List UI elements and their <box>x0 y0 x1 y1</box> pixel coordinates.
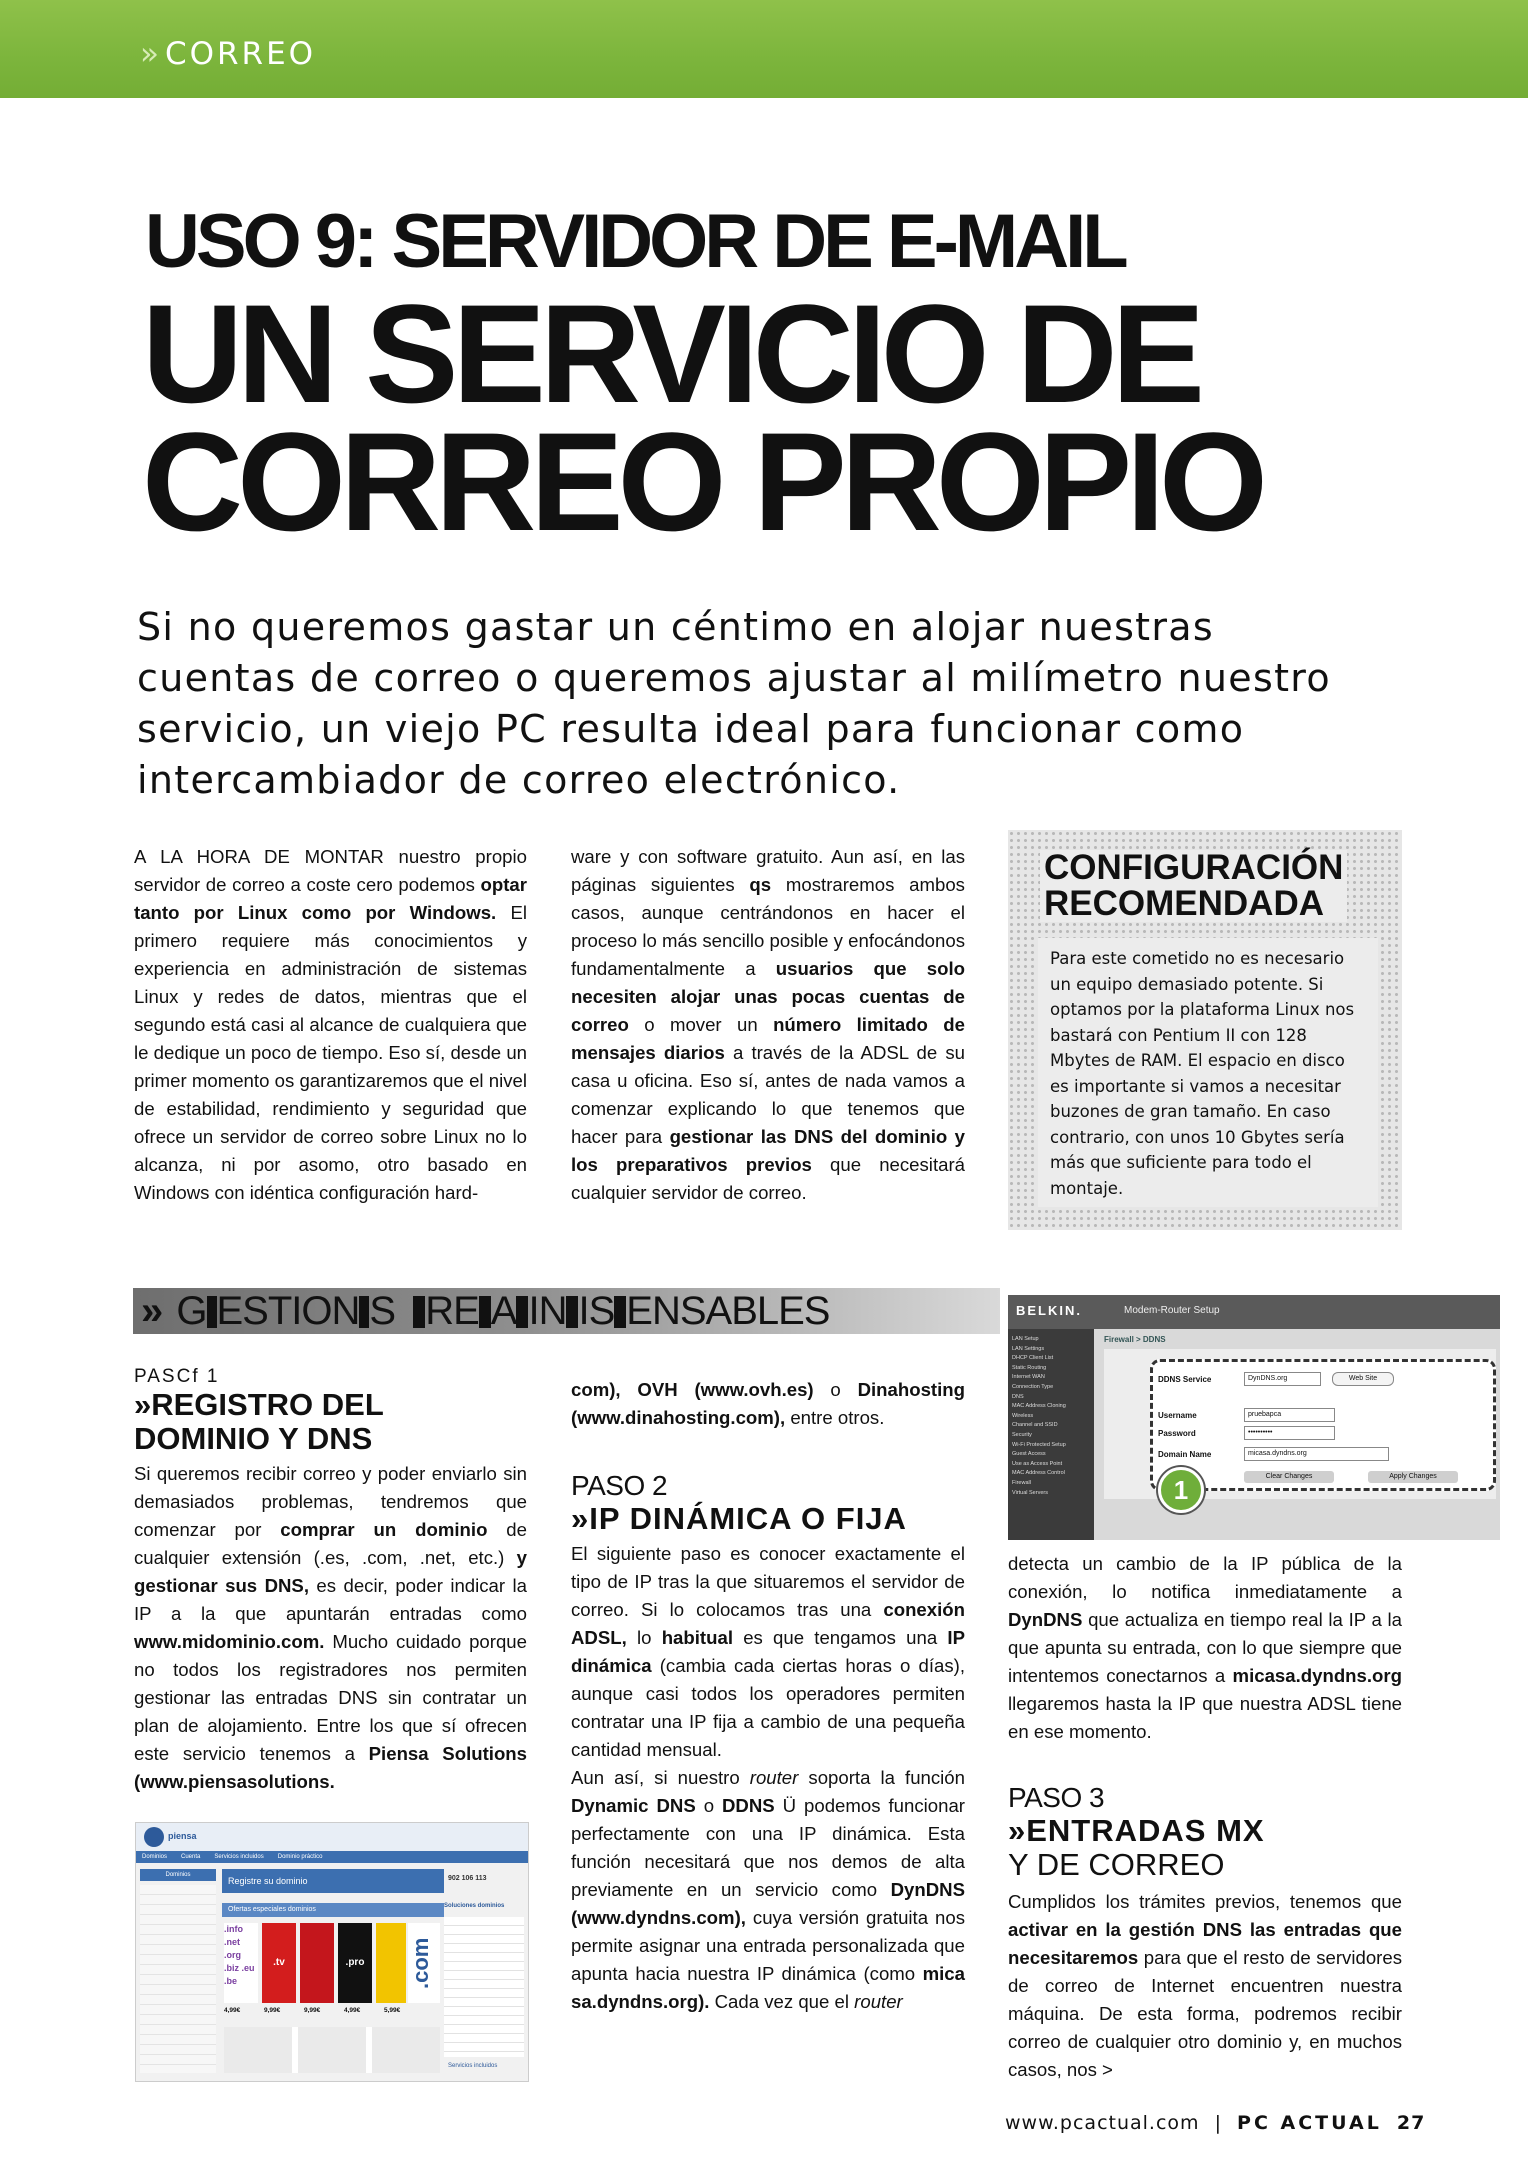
web-site-button: Web Site <box>1332 1372 1394 1386</box>
article-kicker: USO 9: SERVIDOR DE E-MAIL <box>145 199 1125 284</box>
footer-brand: PC ACTUAL <box>1237 2112 1382 2134</box>
belkin-nav-item: Connection Type <box>1012 1383 1054 1390</box>
piensa-nav-item: Dominio práctico <box>277 1854 323 1860</box>
belkin-nav-item: Use as Access Point <box>1012 1460 1063 1467</box>
piensa-offers-title: Ofertas especiales dominios <box>222 1903 444 1917</box>
belkin-nav-item: Wireless <box>1012 1412 1034 1419</box>
offer-prices <box>224 2007 440 2019</box>
intro-column-1: A LA HORA DE MONTAR nuestro propio servidor de correo a coste cero podemos optar tanto por Linux como por Windows. El primero requiere más conocimientos y experiencia en administración de sistemas Linux y redes de datos, mientras que el segundo está casi al alcance de cualquiera que le dedique un poco de tiempo. Eso sí, desde un primer momento os garantizaremos que el nivel de estabilidad, rendimiento y seguridad que ofrece un servidor de correo sobre Linux no lo alcanza, ni por asomo, otro basado en Windows con idéntica configuración hard- <box>134 846 527 1203</box>
paso3-label: PASO 3 <box>1008 1782 1105 1813</box>
offer-tile-info: .info .net .org .biz .eu .be <box>224 1923 258 2003</box>
paso1-label: PASCf 1 <box>134 1366 220 1387</box>
piensa-logo: piensa <box>168 1831 197 1841</box>
belkin-nav-item: Virtual Servers <box>1012 1489 1048 1496</box>
paso3-title: »ENTRADAS MX Y DE CORREO <box>1008 1813 1265 1882</box>
box-text: Para este cometido no es necesario un equipo demasiado potente. Si optamos por la plataforma Linux nos bastará con Pentium II con 128 Mbytes de RAM. El espacio en disco es importante si vamos a necesitar buzones de gran tamaño. En caso contrario, con unos 10 Gbytes sería más que suficiente para todo el montaje. <box>1050 949 1355 1198</box>
offer-price: 9,99€ <box>304 2007 321 2014</box>
piensa-nav-item: Dominios <box>142 1854 168 1860</box>
belkin-nav-item: Static Routing <box>1012 1364 1047 1371</box>
chevron-icon: » <box>141 1289 163 1333</box>
paso2-title: »IP DINÁMICA O FIJA <box>571 1501 907 1536</box>
recommended-config-box <box>1008 830 1402 1230</box>
paso1-continuation: com), OVH (www.ovh.es) o Dinahosting (www.dinahosting.com), entre otros. <box>571 1379 965 1428</box>
piensa-side-box <box>444 1917 524 2057</box>
password-label: Password <box>1158 1429 1196 1438</box>
belkin-nav-item: Firewall <box>1012 1479 1031 1486</box>
article-lead: Si no queremos gastar un céntimo en alojar nuestras cuentas de correo o queremos ajustar al milímetro nuestro servicio, un viejo PC resulta ideal para funcionar como intercambiador de correo electrónico. <box>137 605 1331 802</box>
article-title <box>142 275 1262 560</box>
piensa-tld-list <box>140 1885 216 2073</box>
offer-tile-red <box>300 1923 334 2003</box>
belkin-nav-item: DNS <box>1012 1393 1024 1400</box>
belkin-nav-item: Guest Access <box>1012 1451 1046 1458</box>
offer-tile-com: .com <box>408 1923 440 2003</box>
double-chevron-icon: » <box>140 36 155 72</box>
piensa-nav-item: Servicios incluidos <box>214 1854 264 1860</box>
section-heading-gestiones: » G ESTION S RE A IN IS ENSABLES <box>133 1288 1000 1334</box>
piensa-phone: 902 106 113 <box>448 1875 487 1882</box>
belkin-crumb: Firewall > DDNS <box>1104 1335 1166 1344</box>
intro-column-2: ware y con software gratuito. Aun así, en las páginas siguientes qs mostraremos ambos casos, aunque centrándonos en hacer el proceso lo más sencillo posible y enfocándonos fundamentalmente a usuarios que solo necesiten alojar unas pocas cuentas de correo o mover un número limitado de mensajes diarios a través de la ADSL de su casa u oficina. Eso sí, antes de nada vamos a comenzar explicando lo que tenemos que hacer para gestionar las DNS del dominio y los preparativos previos que necesitará cualquier servidor de correo. <box>571 846 965 1203</box>
piensa-nav-item: Cuenta <box>181 1854 201 1860</box>
belkin-nav-item: MAC Address Control <box>1012 1470 1065 1477</box>
belkin-header: Modem-Router Setup <box>1124 1305 1220 1316</box>
title-line-1: UN SERVICIO DE <box>142 275 1199 432</box>
offer-price: 9,99€ <box>264 2007 281 2014</box>
belkin-logo: BELKIN. <box>1016 1303 1082 1318</box>
belkin-nav-item: Security <box>1012 1431 1032 1438</box>
piensa-nav <box>142 1851 336 1863</box>
box-title: CONFIGURACIÓN RECOMENDADA <box>1040 850 1347 922</box>
belkin-nav-item: DHCP Client List <box>1012 1355 1054 1362</box>
belkin-ddns-screenshot <box>1008 1295 1500 1540</box>
domain-label: Domain Name <box>1158 1450 1212 1459</box>
username-field: pruebapca <box>1244 1408 1335 1422</box>
offer-tile-tv: .tv <box>262 1923 296 2003</box>
piensa-banner: Registre su dominio <box>222 1869 444 1893</box>
paso2-column: PASO 2 »IP DINÁMICA O FIJA El siguiente paso es conocer exactamente el tipo de IP tras la que situaremos el servidor de correo. Si lo colocamos tras una conexión ADSL, lo habitual es que tengamos una IP dinámica (cambia cada ciertas horas o días), aunque casi todos los operadores permiten contratar una IP fija a cambio de una pequeña cantidad mensual. Aun así, si nuestro router soporta la función Dynamic DNS o DDNS Ü podemos funcionar perfectamente con una IP dinámica. Esta función necesitará que nos demos de alta previamente en un servicio como DynDNS (www.dyndns.com), cuya versión gratuita nos permite asignar una entrada personalizada que apunta hacia nuestra IP dinámica (como mica sa.dyndns.org). Cada vez que el router <box>571 1470 965 2012</box>
offer-tile-yellow <box>376 1923 406 2003</box>
paso1-title: »REGISTRO DEL DOMINIO Y DNS <box>134 1387 384 1456</box>
belkin-nav-item: LAN Setup <box>1012 1336 1039 1342</box>
offer-tile-pro: .pro <box>338 1923 372 2003</box>
username-label: Username <box>1158 1411 1197 1420</box>
piensa-bottom-row <box>224 2027 440 2073</box>
paso2-continuation: detecta un cambio de la IP pública de la conexión, lo notifica inmediatamente a DynDNS que actualiza en tiempo real la IP a la que apunta su entrada, con lo que siempre que intentemos conectarnos a micasa.dyndns.org llegaremos hasta la IP que nuestra ADSL tiene en ese momento. <box>1008 1553 1402 1742</box>
offer-price: 4,99€ <box>224 2007 241 2014</box>
ddns-service-label: DDNS Service <box>1158 1375 1212 1384</box>
paso3-column: PASO 3 »ENTRADAS MX Y DE CORREO Cumplidos los trámites previos, tenemos que activar en la gestión DNS las entradas que necesitaremos para que el resto de servidores de correo de Internet encuentren nuestra máquina. De esta forma, podremos recibir correo de cualquier otro dominio y, en muchos casos, nos > <box>1008 1782 1402 2080</box>
section-bar <box>0 0 1528 98</box>
section-label: » CORREO <box>140 36 317 72</box>
piensa-side-title: Soluciones dominios <box>444 1903 505 1909</box>
offer-price: 5,99€ <box>384 2007 401 2014</box>
paso1-column: PASCf 1 »REGISTRO DEL DOMINIO Y DNS Si queremos recibir correo y poder enviarlo sin demasiados problemas, tendremos que comenzar por comprar un dominio de cualquier extensión (.es, .com, .net, etc.) y gestionar sus DNS, es decir, poder indicar la IP a la que apuntarán entradas como www.midominio.com. Mucho cuidado porque no todos los registradores nos permiten gestionar las entradas DNS sin contratar un plan de alojamiento. Entre los que sí ofrecen este servicio tenemos a Piensa Solutions (www.piensasolutions. <box>134 1366 528 1792</box>
ddns-service-select: DynDNS.org <box>1244 1372 1321 1386</box>
belkin-nav-item: LAN Settings <box>1012 1345 1045 1352</box>
page-footer: www.pcactual.com | PC ACTUAL 27 <box>1005 2112 1426 2134</box>
piensa-footer: Servicios incluidos <box>448 2063 498 2069</box>
piensa-logo-icon <box>144 1827 164 1847</box>
footer-url: www.pcactual.com <box>1005 2112 1200 2134</box>
clear-changes-button: Clear Changes <box>1244 1471 1334 1483</box>
piensa-sidebar-title: Dominios <box>140 1869 216 1881</box>
paso2-label: PASO 2 <box>571 1470 668 1501</box>
apply-changes-button: Apply Changes <box>1368 1471 1458 1483</box>
domain-field: micasa.dyndns.org <box>1244 1447 1389 1461</box>
belkin-nav-item: Channel and SSID <box>1012 1422 1058 1429</box>
offer-price: 4,99€ <box>344 2007 361 2014</box>
password-field: •••••••••• <box>1244 1426 1335 1440</box>
belkin-nav-item: MAC Address Cloning <box>1012 1403 1066 1410</box>
piensa-solutions-screenshot <box>135 1822 529 2082</box>
page-number: 27 <box>1396 2112 1426 2134</box>
box-body <box>1038 938 1378 1207</box>
belkin-nav <box>1012 1335 1092 1498</box>
step-badge: 1 <box>1158 1467 1204 1513</box>
belkin-nav-item: Wi-Fi Protected Setup <box>1012 1441 1066 1448</box>
title-line-2: CORREO PROPIO <box>142 403 1262 560</box>
belkin-nav-item: Internet WAN <box>1012 1374 1045 1381</box>
